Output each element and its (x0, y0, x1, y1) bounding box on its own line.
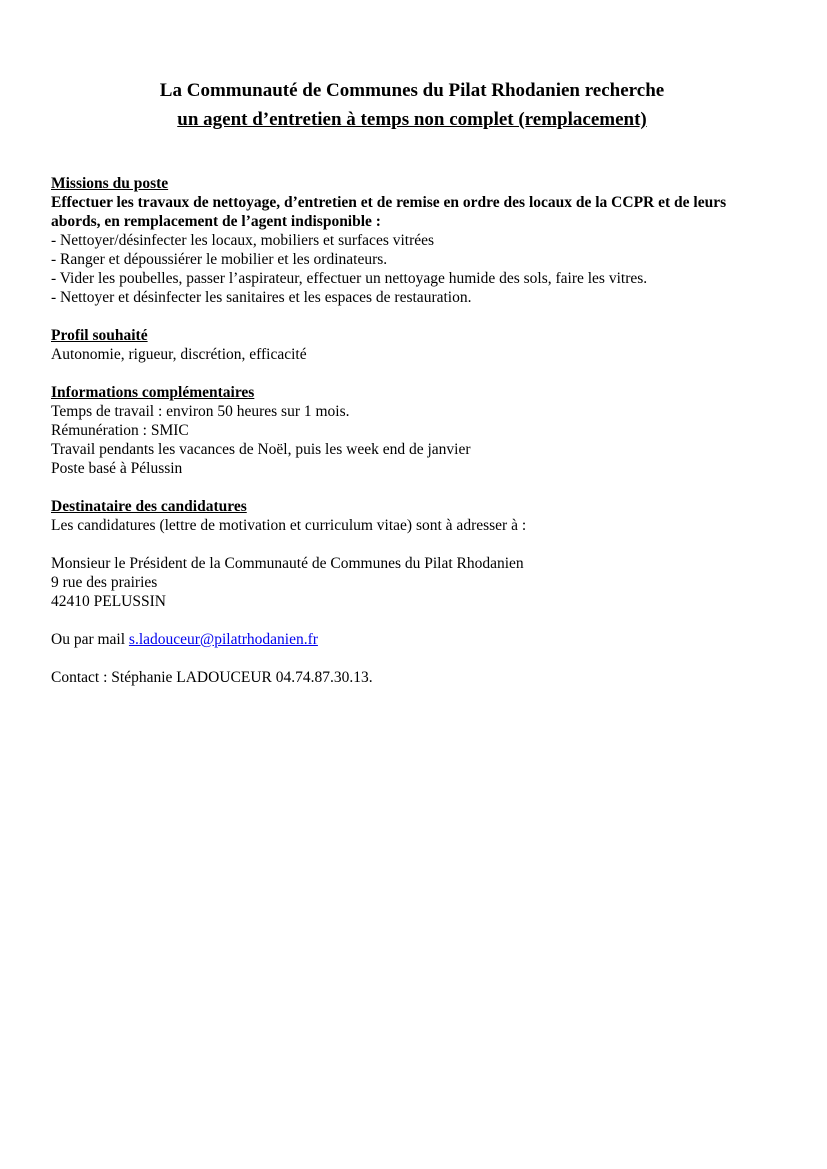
missions-item-3: - Vider les poubelles, passer l’aspirateur, effectuer un nettoyage humide des sols, faire les vitres. (51, 270, 648, 287)
address-line-1: Monsieur le Président de la Communauté de Communes du Pilat Rhodanien (51, 555, 524, 572)
profil-text: Autonomie, rigueur, discrétion, efficacité (51, 346, 307, 363)
informations-line-3: Travail pendants les vacances de Noël, puis les week end de janvier (51, 441, 471, 458)
candidatures-address (51, 554, 773, 611)
candidatures-intro: Les candidatures (lettre de motivation et curriculum vitae) sont à adresser à : (51, 517, 527, 534)
missions-item-1: - Nettoyer/désinfecter les locaux, mobiliers et surfaces vitrées (51, 232, 435, 249)
mail-line (51, 630, 773, 649)
informations-line-1: Temps de travail : environ 50 heures sur 1 mois. (51, 403, 350, 420)
section-informations (51, 383, 773, 478)
missions-intro: Effectuer les travaux de nettoyage, d’entretien et de remise en ordre des locaux de la CCPR et de leurs abords, en remplacement de l’agent indisponible : (51, 194, 727, 230)
contact-line: Contact : Stéphanie LADOUCEUR 04.74.87.30.13. (51, 669, 373, 686)
informations-heading: Informations complémentaires (51, 384, 255, 401)
profil-heading: Profil souhaité (51, 327, 148, 344)
informations-line-4: Poste basé à Pélussin (51, 460, 183, 477)
section-profil (51, 326, 773, 364)
email-link[interactable]: s.ladouceur@pilatrhodanien.fr (128, 631, 318, 648)
missions-item-2: - Ranger et dépoussiérer le mobilier et les ordinateurs. (51, 251, 388, 268)
title-line-1: La Communauté de Communes du Pilat Rhodanien recherche (159, 80, 665, 101)
mail-prefix: Ou par mail (51, 631, 129, 648)
address-line-3: 42410 PELUSSIN (51, 593, 166, 610)
section-candidatures (51, 497, 773, 687)
address-line-2: 9 rue des prairies (51, 574, 158, 591)
candidatures-heading: Destinataire des candidatures (51, 498, 247, 515)
document-title (51, 76, 773, 134)
missions-heading: Missions du poste (51, 175, 169, 192)
informations-line-2: Rémunération : SMIC (51, 422, 189, 439)
missions-item-4: - Nettoyer et désinfecter les sanitaires et les espaces de restauration. (51, 289, 472, 306)
title-line-2: un agent d’entretien à temps non complet (remplacement) (177, 109, 647, 130)
section-missions (51, 174, 773, 307)
